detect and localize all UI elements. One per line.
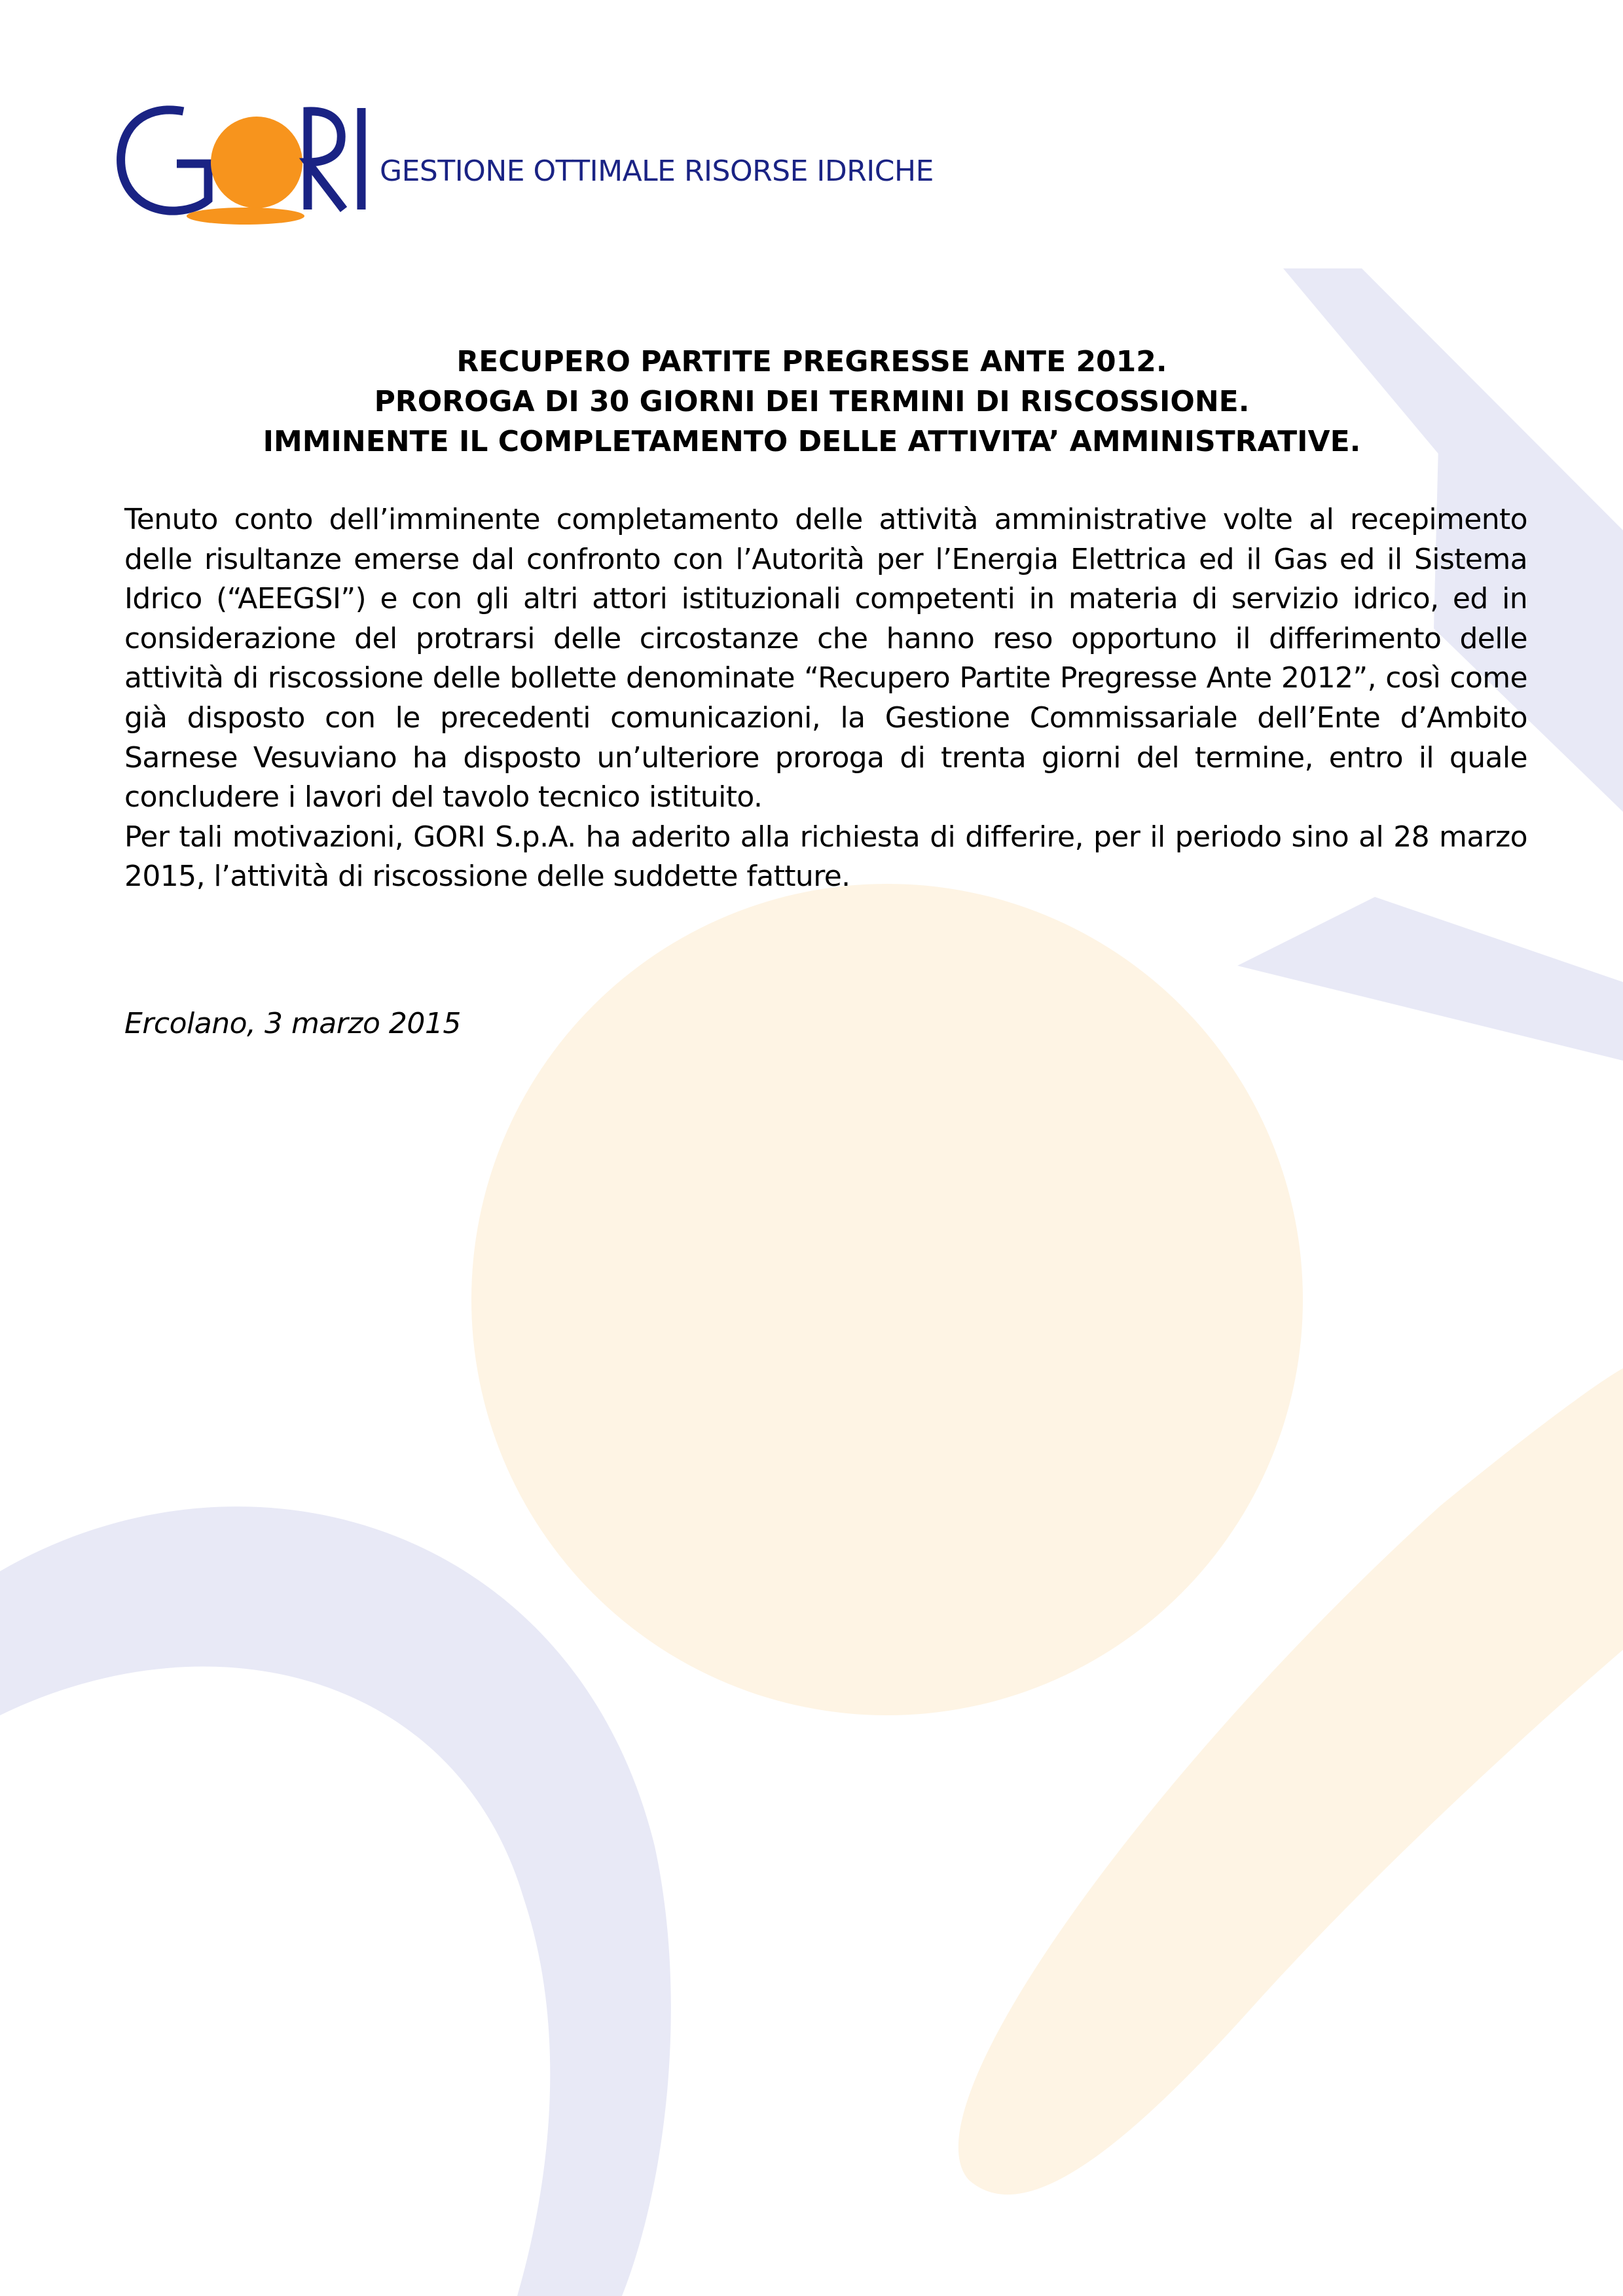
logo-orange-ellipse — [187, 208, 304, 225]
place-date: Ercolano, 3 marzo 2015 — [124, 1007, 461, 1040]
document-titles — [124, 342, 1499, 462]
company-logo — [111, 92, 936, 236]
body-paragraph-2: Per tali motivazioni, GORI S.p.A. ha aderito alla richiesta di differire, per il periodo sino al 28 marzo 2015, l’attività di riscossione delle suddette fatture. — [124, 820, 1527, 894]
title-line-1: RECUPERO PARTITE PREGRESSE ANTE 2012. — [456, 345, 1167, 378]
logo-tagline: GESTIONE OTTIMALE RISORSE IDRICHE — [380, 155, 934, 188]
gori-logo-mark — [111, 92, 373, 236]
title-line-3: IMMINENTE IL COMPLETAMENTO DELLE ATTIVITA’ AMMINISTRATIVE. — [263, 425, 1361, 458]
watermark-blue-arc — [0, 1506, 671, 2296]
logo-orange-ball — [211, 117, 302, 208]
title-line-2: PROROGA DI 30 GIORNI DEI TERMINI DI RISCOSSIONE. — [374, 385, 1250, 418]
watermark-blue-wedge — [1237, 897, 1623, 1061]
watermark-orange-circle — [471, 884, 1303, 1715]
logo-letter-r — [308, 111, 344, 210]
document-body — [124, 500, 1527, 897]
logo-letter-g — [121, 110, 208, 211]
body-paragraph-1: Tenuto conto dell’imminente completamento delle attività amministrative volte al recepimento delle risultanze emerse dal confronto con l’Autorità per l’Energia Elettrica ed il Gas ed il Sistema Idrico (“AEEGSI”) e con gli altri attori istituzionali competenti in materia di servizio idrico, ed in considerazione del protrarsi delle circostanze che hanno reso opportuno il differimento delle attività di riscossione delle bollette denominate “Recupero Partite Pregresse Ante 2012”, così come già disposto con le precedenti comunicazioni, la Gestione Commissariale dell’Ente d’Ambito Sarnese Vesuviano ha disposto un’ulteriore proroga di trenta giorni del termine, entro il quale concludere i lavori del tavolo tecnico istituito. — [124, 503, 1527, 814]
